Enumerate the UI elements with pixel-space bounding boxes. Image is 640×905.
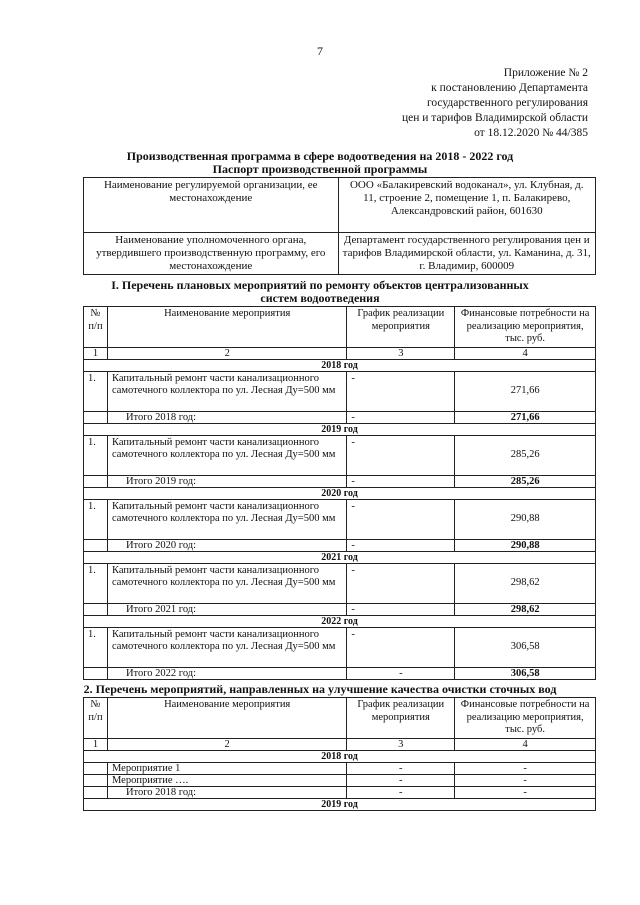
passport-label: Наименование регулируемой организации, ее местонахождение (84, 178, 339, 233)
passport-label: Наименование уполномоченного органа, утвердившего производственную программу, его местонахождение (84, 233, 339, 275)
activity-name: Мероприятие 1 (107, 762, 346, 774)
table-header-row (84, 698, 596, 739)
column-number-row (84, 738, 596, 750)
header-finance: Финансовые потребности на реализацию мероприятия, тыс. руб. (455, 698, 596, 739)
col-number: 3 (347, 347, 455, 359)
activity-name: Капитальный ремонт части канализационного самотечного коллектора по ул. Лесная Ду=500 мм (107, 371, 346, 411)
total-schedule: - (347, 539, 455, 551)
activity-amount: 290,88 (455, 499, 596, 539)
row-num: 1. (84, 499, 108, 539)
year-label: 2019 год (84, 798, 596, 810)
year-label: 2021 год (84, 551, 596, 563)
total-num (84, 411, 108, 423)
total-schedule: - (347, 786, 455, 798)
table-header-row (84, 307, 596, 348)
table-row (84, 499, 596, 539)
year-row (84, 423, 596, 435)
total-amount: 298,62 (455, 603, 596, 615)
passport-row (84, 233, 596, 275)
total-schedule: - (347, 667, 455, 679)
total-schedule: - (347, 411, 455, 423)
passport-title: Паспорт производственной программы (212, 162, 428, 176)
year-row (84, 798, 596, 810)
total-amount: 285,26 (455, 475, 596, 487)
activity-schedule: - (347, 499, 455, 539)
appendix-line: цен и тарифов Владимирской области (401, 112, 588, 124)
appendix-line: от 18.12.2020 № 44/385 (474, 127, 588, 139)
appendix-line: государственного регулирования (426, 97, 588, 109)
year-row (84, 551, 596, 563)
header-num: № п/п (84, 307, 108, 348)
activity-name: Капитальный ремонт части канализационного самотечного коллектора по ул. Лесная Ду=500 мм (107, 563, 346, 603)
year-label: 2020 год (84, 487, 596, 499)
activity-schedule: - (347, 627, 455, 667)
table-row (84, 435, 596, 475)
activity-schedule: - (347, 774, 455, 786)
activity-schedule: - (347, 435, 455, 475)
column-number-row (84, 347, 596, 359)
total-schedule: - (347, 475, 455, 487)
total-amount: 306,58 (455, 667, 596, 679)
total-num (84, 667, 108, 679)
col-number: 2 (107, 347, 346, 359)
total-row (84, 411, 596, 423)
total-num (84, 475, 108, 487)
section1-table (83, 306, 596, 680)
year-label: 2018 год (84, 359, 596, 371)
appendix-header (402, 66, 588, 141)
table-row (84, 762, 596, 774)
total-label: Итого 2018 год: (107, 411, 346, 423)
total-num (84, 539, 108, 551)
total-row (84, 786, 596, 798)
col-number: 4 (455, 347, 596, 359)
total-label: Итого 2022 год: (107, 667, 346, 679)
table-row (84, 563, 596, 603)
section1-title: I. Перечень плановых мероприятий по ремонту объектов централизованных (111, 278, 529, 292)
row-num: 1. (84, 435, 108, 475)
year-row (84, 615, 596, 627)
passport-value: Департамент государственного регулирования цен и тарифов Владимирской области, ул. Каманина, д. 31, г. Владимир, 600009 (338, 233, 596, 275)
year-row (84, 487, 596, 499)
total-label: Итого 2021 год: (107, 603, 346, 615)
activity-amount: - (455, 774, 596, 786)
year-row (84, 359, 596, 371)
total-num (84, 603, 108, 615)
activity-amount: - (455, 762, 596, 774)
total-row (84, 667, 596, 679)
activity-name: Капитальный ремонт части канализационного самотечного коллектора по ул. Лесная Ду=500 мм (107, 435, 346, 475)
row-num (84, 762, 108, 774)
activity-amount: 298,62 (455, 563, 596, 603)
activity-amount: 285,26 (455, 435, 596, 475)
total-row (84, 603, 596, 615)
activity-schedule: - (347, 371, 455, 411)
table-row (84, 774, 596, 786)
activity-schedule: - (347, 762, 455, 774)
year-label: 2018 год (84, 750, 596, 762)
total-label: Итого 2020 год: (107, 539, 346, 551)
col-number: 1 (84, 738, 108, 750)
total-amount: - (455, 786, 596, 798)
header-schedule: График реализации мероприятия (347, 307, 455, 348)
total-schedule: - (347, 603, 455, 615)
header-name: Наименование мероприятия (107, 698, 346, 739)
table-row (84, 371, 596, 411)
total-row (84, 475, 596, 487)
activity-schedule: - (347, 563, 455, 603)
col-number: 1 (84, 347, 108, 359)
table-row (84, 627, 596, 667)
header-schedule: График реализации мероприятия (347, 698, 455, 739)
total-row (84, 539, 596, 551)
section2-table (83, 697, 596, 811)
appendix-line: к постановлению Департамента (431, 82, 588, 94)
total-amount: 290,88 (455, 539, 596, 551)
activity-name: Мероприятие …. (107, 774, 346, 786)
activity-amount: 271,66 (455, 371, 596, 411)
section2-title: 2. Перечень мероприятий, направленных на улучшение качества очистки сточных вод (83, 682, 557, 696)
row-num: 1. (84, 371, 108, 411)
year-row (84, 750, 596, 762)
passport-row (84, 178, 596, 233)
total-label: Итого 2019 год: (107, 475, 346, 487)
activity-name: Капитальный ремонт части канализационного самотечного коллектора по ул. Лесная Ду=500 мм (107, 627, 346, 667)
col-number: 3 (347, 738, 455, 750)
section1-title-cont: систем водоотведения (260, 291, 380, 305)
total-num (84, 786, 108, 798)
activity-name: Капитальный ремонт части канализационного самотечного коллектора по ул. Лесная Ду=500 мм (107, 499, 346, 539)
row-num: 1. (84, 563, 108, 603)
program-title: Производственная программа в сфере водоотведения на 2018 - 2022 год (126, 149, 514, 163)
row-num: 1. (84, 627, 108, 667)
year-label: 2019 год (84, 423, 596, 435)
year-label: 2022 год (84, 615, 596, 627)
total-amount: 271,66 (455, 411, 596, 423)
row-num (84, 774, 108, 786)
appendix-line: Приложение № 2 (503, 67, 588, 79)
passport-value: ООО «Балакиревский водоканал», ул. Клубная, д. 11, строение 2, помещение 1, п. Балакирево, Александровский район, 601630 (338, 178, 596, 233)
activity-amount: 306,58 (455, 627, 596, 667)
page-number: 7 (317, 44, 323, 58)
col-number: 4 (455, 738, 596, 750)
header-finance: Финансовые потребности на реализацию мероприятия, тыс. руб. (455, 307, 596, 348)
header-num: № п/п (84, 698, 108, 739)
header-name: Наименование мероприятия (107, 307, 346, 348)
total-label: Итого 2018 год: (107, 786, 346, 798)
col-number: 2 (107, 738, 346, 750)
passport-table (83, 177, 596, 275)
